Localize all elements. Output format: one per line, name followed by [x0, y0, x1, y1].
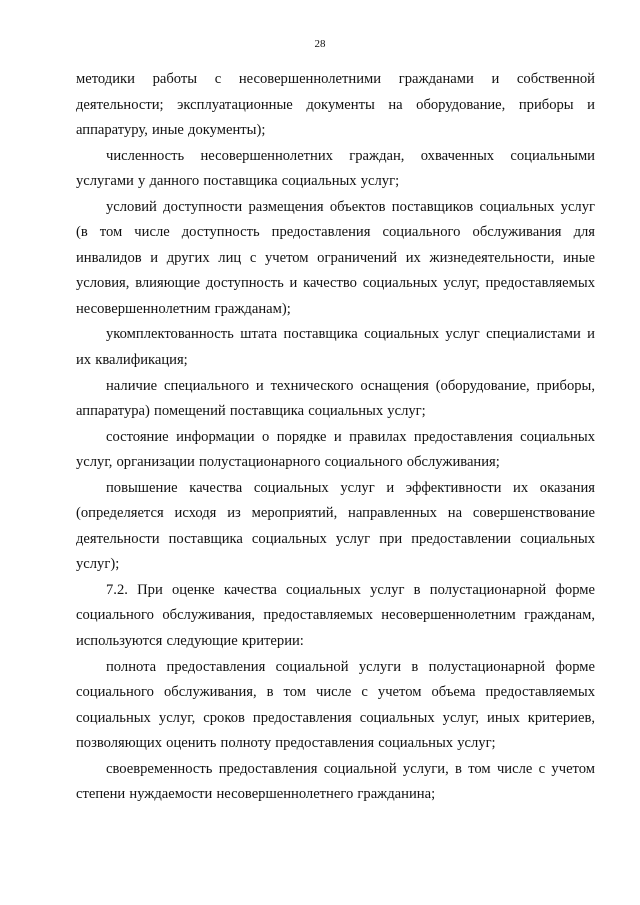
paragraph-7: повышение качества социальных услуг и эффективности их оказания (определяется исходя из мероприятий, направленных на совершенствование деятельности поставщика социальных услуг при предоставлении социальных услуг);	[76, 479, 595, 573]
page-number: 28	[314, 38, 326, 50]
paragraph-5: наличие специального и технического оснащения (оборудование, приборы, аппаратура) помещений поставщика социальных услуг;	[76, 377, 595, 420]
paragraph-1: методики работы с несовершеннолетними гражданами и собственной деятельности; эксплуатационные документы на оборудование, приборы и аппаратуру, иные документы);	[76, 71, 595, 139]
paragraph-6: состояние информации о порядке и правилах предоставления социальных услуг, организации полустационарного социального обслуживания;	[76, 428, 595, 471]
document-body	[76, 67, 595, 808]
paragraph-9: полнота предоставления социальной услуги в полустационарной форме социального обслуживания, в том числе с учетом объема предоставляемых социальных услуг, сроков предоставления социальных услуг, иных критериев, позволяющих оценить полноту предоставления социальных услуг;	[76, 658, 595, 752]
paragraph-10: своевременность предоставления социальной услуги, в том числе с учетом степени нуждаемости несовершеннолетнего гражданина;	[76, 760, 595, 803]
paragraph-4: укомплектованность штата поставщика социальных услуг специалистами и их квалификация;	[76, 326, 595, 369]
paragraph-8-section-7-2: 7.2. При оценке качества социальных услуг в полустационарной форме социального обслуживания, предоставляемых несовершеннолетним гражданам, используются следующие критерии:	[76, 581, 595, 650]
paragraph-2: численность несовершеннолетних граждан, охваченных социальными услугами у данного поставщика социальных услуг;	[76, 147, 595, 190]
paragraph-3: условий доступности размещения объектов поставщиков социальных услуг (в том числе доступность предоставления социального обслуживания для инвалидов и других лиц с учетом ограничений их жизнедеятельности, иные условия, влияющие доступность и качество социальных услуг, предоставляемых несовершеннолетним гражданам);	[76, 198, 595, 317]
